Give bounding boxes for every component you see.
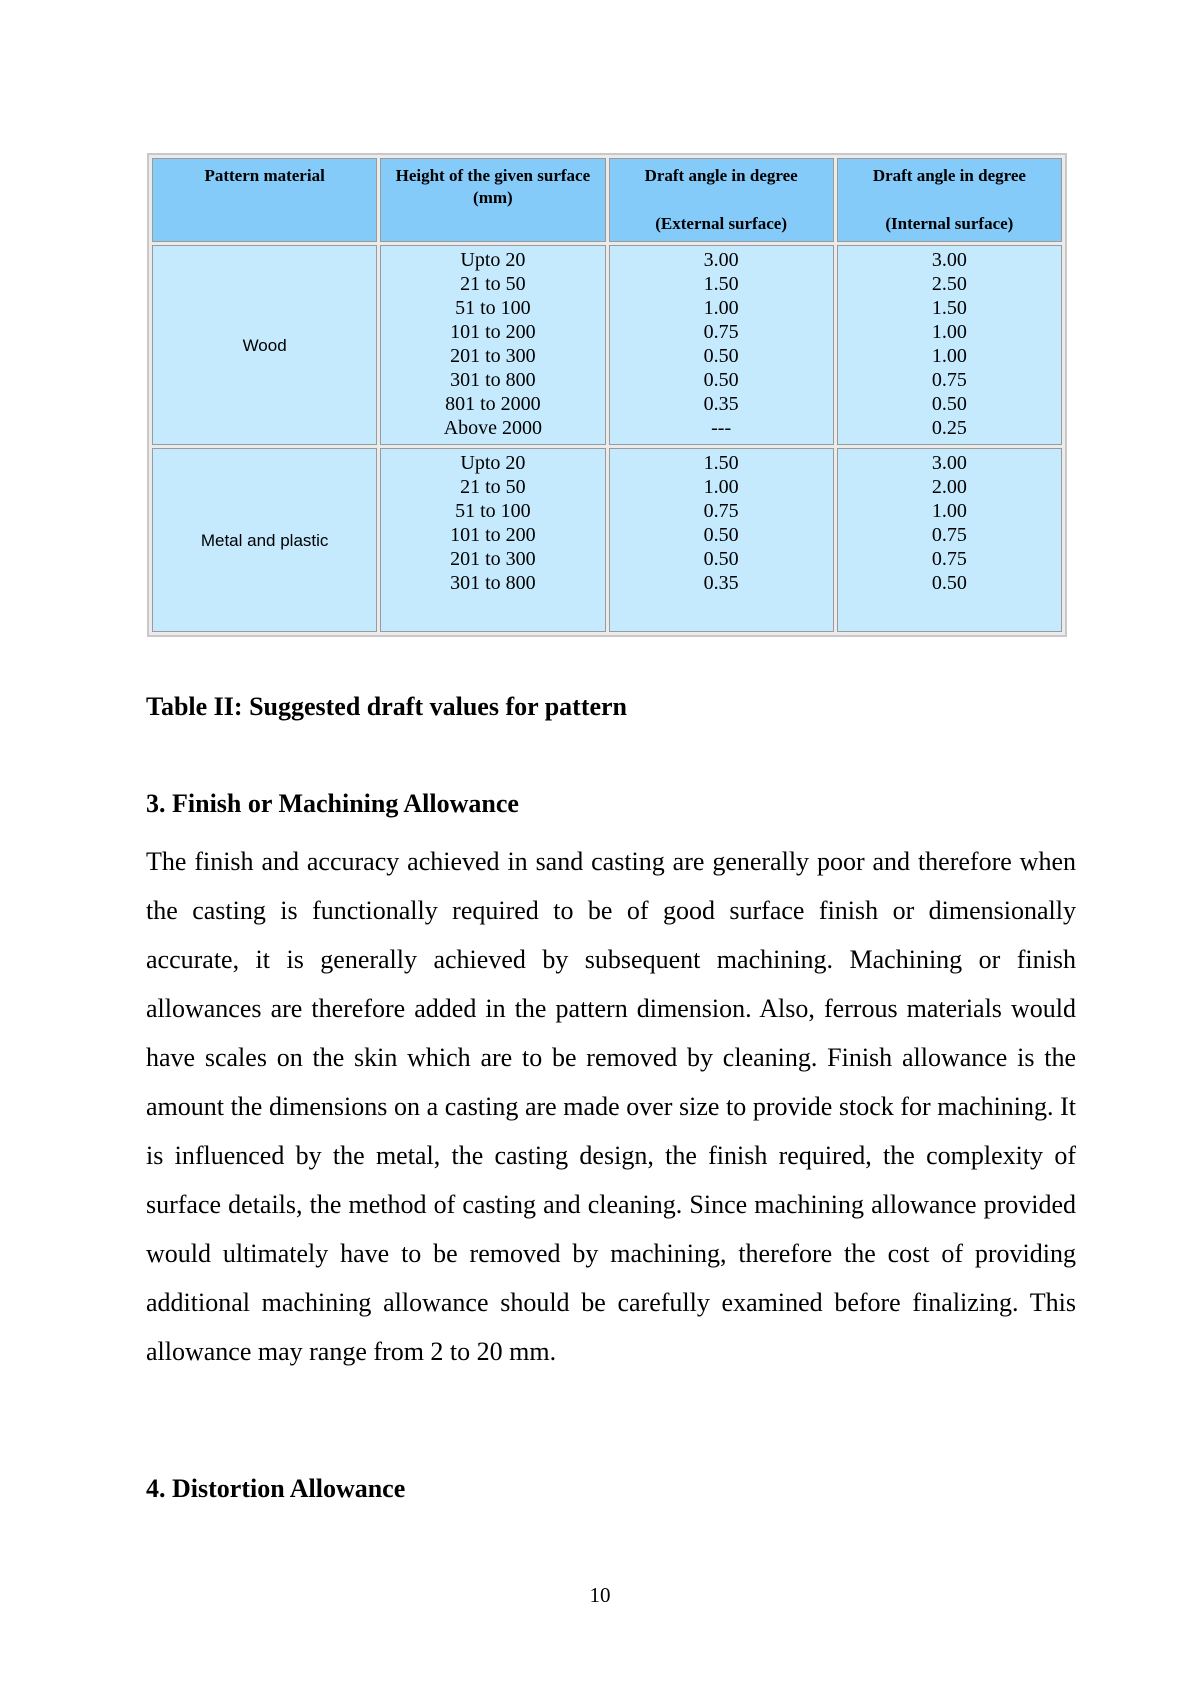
cell-draft-external-value: --- <box>711 417 732 439</box>
header-draft-internal-text: Draft angle in degree <box>872 166 1026 185</box>
cell-draft-internal-value: 0.25 <box>931 417 967 439</box>
cell-draft-external <box>609 448 834 632</box>
cell-pattern-material: Metal and plastic <box>152 448 377 632</box>
cell-height-value: Upto 20 <box>460 452 526 474</box>
cell-draft-external-value: 0.75 <box>703 321 739 343</box>
cell-height-value: 21 to 50 <box>460 273 526 295</box>
cell-draft-internal-value: 0.75 <box>931 548 967 570</box>
cell-draft-external-value: 0.75 <box>703 500 739 522</box>
cell-draft-internal-value: 0.50 <box>931 393 967 415</box>
cell-height-value: 21 to 50 <box>460 476 526 498</box>
cell-draft-internal-value: 1.00 <box>931 500 967 522</box>
cell-draft-external <box>609 245 834 445</box>
cell-draft-internal-value: 0.75 <box>931 524 967 546</box>
cell-height-value: 51 to 100 <box>455 500 531 522</box>
cell-draft-internal-value: 0.75 <box>931 369 967 391</box>
page-number: 10 <box>589 1583 611 1607</box>
table-body <box>152 245 1062 632</box>
cell-draft-external-value: 1.50 <box>703 452 739 474</box>
table-row <box>152 448 1062 632</box>
header-pattern-material-text: Pattern material <box>204 166 325 185</box>
cell-height <box>380 448 605 632</box>
cell-draft-internal-value: 1.00 <box>931 345 967 367</box>
cell-draft-internal-value: 1.50 <box>931 297 967 319</box>
draft-values-table <box>147 153 1067 637</box>
cell-height-value: 51 to 100 <box>455 297 531 319</box>
cell-height-value: Upto 20 <box>460 249 526 271</box>
cell-draft-external-value: 0.50 <box>703 345 739 367</box>
cell-draft-external-value: 0.35 <box>703 572 739 594</box>
section-heading-finish-allowance: 3. Finish or Machining Allowance <box>146 789 519 818</box>
cell-draft-external-value: 1.00 <box>703 476 739 498</box>
paragraph-finish-allowance: The finish and accuracy achieved in sand casting are generally poor and therefore when the casting is functionally required to be of good surface finish or dimensionally accurate, it is generally achieved by subsequent machining. Machining or finish allowances are therefore added in the pattern dimension. Also, ferrous materials would have scales on the skin which are to be removed by cleaning. Finish allowance is the amount the dimensions on a casting are made over size to provide stock for machining. It is influenced by the metal, the casting design, the finish required, the complexity of surface details, the method of casting and cleaning. Since machining allowance provided would ultimately have to be removed by machining, therefore the cost of providing additional machining allowance should be carefully examined before finalizing. This allowance may range from 2 to 20 mm. <box>146 847 1076 1366</box>
cell-height-value: 201 to 300 <box>450 548 536 570</box>
header-draft-external <box>609 158 834 242</box>
cell-height-value: 201 to 300 <box>450 345 536 367</box>
cell-draft-external-value: 0.50 <box>703 369 739 391</box>
section-heading-distortion-allowance: 4. Distortion Allowance <box>146 1474 406 1503</box>
cell-height-value: 101 to 200 <box>450 321 536 343</box>
cell-height-value: Above 2000 <box>443 417 543 439</box>
cell-height-value: 801 to 2000 <box>445 393 541 415</box>
cell-draft-internal-value: 1.00 <box>931 321 967 343</box>
cell-draft-external-value: 0.35 <box>703 393 739 415</box>
cell-draft-internal-value: 0.50 <box>931 572 967 594</box>
cell-draft-external-value: 1.00 <box>703 297 739 319</box>
cell-height-value: 101 to 200 <box>450 524 536 546</box>
table-caption: Table II: Suggested draft values for pattern <box>146 692 628 721</box>
cell-draft-external-value: 1.50 <box>703 273 739 295</box>
header-draft-external-text: Draft angle in degree <box>644 166 798 185</box>
cell-pattern-material: Wood <box>152 245 377 445</box>
header-height-text: Height of the given surface (mm) <box>395 166 591 207</box>
header-draft-internal <box>837 158 1062 242</box>
cell-height <box>380 245 605 445</box>
table-row <box>152 245 1062 445</box>
cell-draft-internal <box>837 448 1062 632</box>
header-pattern-material <box>152 158 377 242</box>
cell-draft-external-value: 0.50 <box>703 524 739 546</box>
table-header-row <box>152 158 1062 242</box>
cell-height-value: 301 to 800 <box>450 369 536 391</box>
header-height <box>380 158 605 242</box>
cell-height-value: 301 to 800 <box>450 572 536 594</box>
cell-draft-internal <box>837 245 1062 445</box>
cell-draft-external-value: 0.50 <box>703 548 739 570</box>
cell-draft-internal-value: 3.00 <box>931 452 967 474</box>
cell-draft-internal-value: 3.00 <box>931 249 967 271</box>
header-draft-internal-sub: (Internal surface) <box>885 214 1014 233</box>
cell-draft-internal-value: 2.00 <box>931 476 967 498</box>
cell-draft-external-value: 3.00 <box>703 249 739 271</box>
cell-draft-internal-value: 2.50 <box>931 273 967 295</box>
header-draft-external-sub: (External surface) <box>655 214 787 233</box>
